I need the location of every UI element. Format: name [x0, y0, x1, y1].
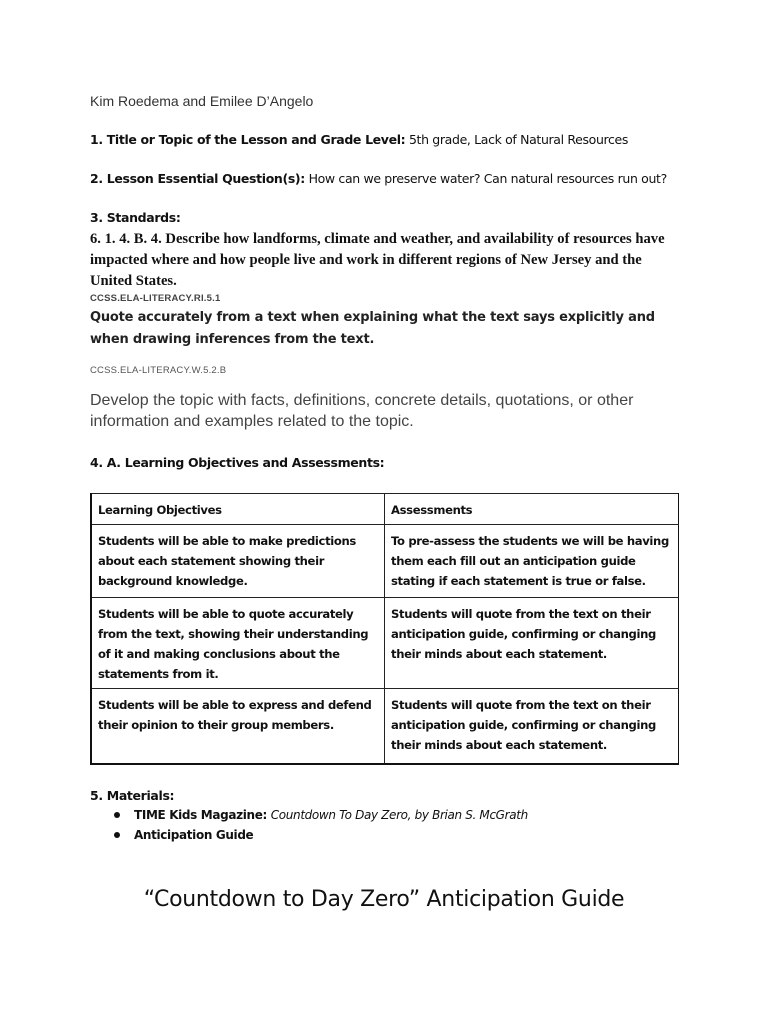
authors: Kim Roedema and Emilee D’Angelo: [90, 93, 314, 109]
objective-cell: Students will be able to express and defend their opinion to their group members.: [91, 689, 385, 765]
essential-question-label: 2. Lesson Essential Question(s):: [90, 171, 305, 186]
bullet-icon: [114, 812, 120, 818]
lesson-title-line: [90, 132, 628, 147]
objectives-heading: 4. A. Learning Objectives and Assessments:: [90, 455, 385, 470]
essential-question-value: How can we preserve water? Can natural resources run out?: [304, 171, 667, 186]
ri-standard-text: Quote accurately from a text when explaining what the text says explicitly and when drawing inferences from the text.: [90, 310, 655, 347]
objectives-assessments-table: [90, 493, 679, 765]
standards-heading: 3. Standards:: [90, 210, 181, 225]
material-name: TIME Kids Magazine:: [134, 808, 271, 822]
essential-question-line: [90, 171, 667, 186]
assessment-cell: Students will quote from the text on their anticipation guide, confirming or changing their minds about each statement.: [385, 689, 679, 765]
table-header-objectives: Learning Objectives: [91, 494, 385, 525]
table-row: [91, 689, 679, 765]
lesson-title-label: 1. Title or Topic of the Lesson and Grade Level:: [90, 132, 406, 147]
ri-standard-code: CCSS.ELA-LITERACY.RI.5.1: [90, 293, 221, 304]
nj-social-studies-standard: 6. 1. 4. B. 4. Describe how landforms, climate and weather, and availability of resources have impacted where and how people live and work in different regions of New Jersey and the United States.: [90, 231, 665, 289]
material-name: Anticipation Guide: [134, 828, 254, 842]
objective-cell: Students will be able to make predictions about each statement showing their background knowledge.: [91, 525, 385, 598]
list-item: [90, 805, 528, 825]
assessment-cell: Students will quote from the text on their anticipation guide, confirming or changing their minds about each statement.: [385, 598, 679, 689]
assessment-cell: To pre-assess the students we will be having them each fill out an anticipation guide stating if each statement is true or false.: [385, 525, 679, 598]
list-item: [90, 825, 528, 845]
table-header-assessments: Assessments: [385, 494, 679, 525]
table-row: [91, 525, 679, 598]
materials-list: [90, 805, 528, 845]
w-standard-text: Develop the topic with facts, definitions, concrete details, quotations, or other information and examples related to the topic.: [90, 392, 634, 430]
w-standard-code: CCSS.ELA-LITERACY.W.5.2.B: [90, 365, 227, 376]
materials-heading: 5. Materials:: [90, 788, 175, 803]
table-row: [91, 598, 679, 689]
bullet-icon: [114, 832, 120, 838]
table-header-row: [91, 494, 679, 525]
objective-cell: Students will be able to quote accurately from the text, showing their understanding of it and making conclusions about the statements from it.: [91, 598, 385, 689]
lesson-title-value: 5th grade, Lack of Natural Resources: [405, 132, 629, 147]
anticipation-guide-title: “Countdown to Day Zero” Anticipation Guide: [143, 887, 625, 912]
material-detail: Countdown To Day Zero, by Brian S. McGrath: [270, 808, 528, 822]
